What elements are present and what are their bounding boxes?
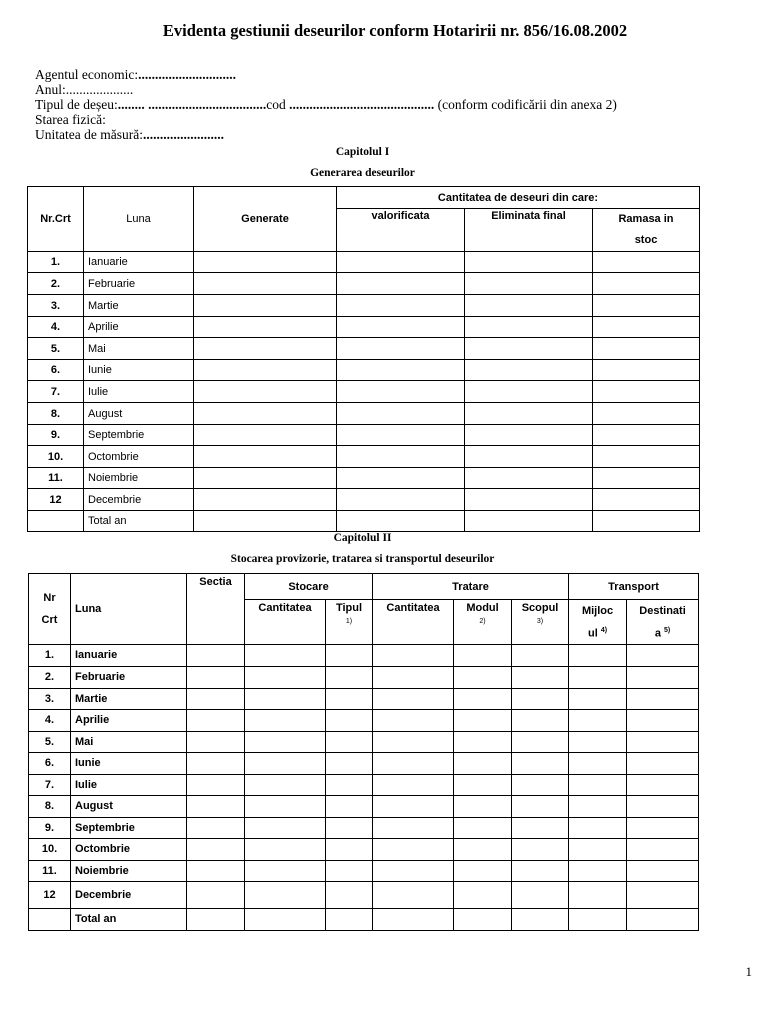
tratare-scopul-cell[interactable]: [512, 752, 569, 774]
row-number: 11.: [29, 860, 71, 881]
stocare-cantitatea-cell[interactable]: [245, 688, 326, 709]
row-number: 8.: [29, 795, 71, 817]
row-month: Mai: [71, 731, 187, 752]
row-month: Martie: [84, 295, 194, 317]
stocare-cantitatea-cell[interactable]: [245, 752, 326, 774]
row-number: 10.: [28, 446, 84, 468]
row-month: Aprilie: [84, 317, 194, 338]
table-row: [28, 425, 700, 446]
chapter2-title: Capitolul II: [333, 532, 392, 544]
generate-cell[interactable]: [194, 338, 337, 360]
sectia-cell[interactable]: [187, 709, 245, 731]
row-month: Aprilie: [71, 709, 187, 731]
eliminata-cell[interactable]: [465, 295, 593, 317]
eliminata-cell[interactable]: [465, 338, 593, 360]
page-title: Evidenta gestiunii deseurilor conform Hotaririi nr. 856/16.08.2002: [162, 21, 628, 40]
table-row: [29, 838, 699, 860]
stocare-tipul-cell[interactable]: [326, 860, 373, 881]
col-header-generate: Generate: [194, 187, 337, 252]
stocare-tipul-cell[interactable]: [326, 644, 373, 666]
transport-mijlocul-cell[interactable]: [569, 666, 627, 688]
stocare-tipul-cell[interactable]: [326, 817, 373, 838]
generate-cell[interactable]: [194, 252, 337, 273]
ramasa-cell[interactable]: [593, 360, 700, 381]
stocare-cantitatea-cell[interactable]: [245, 709, 326, 731]
row-month: Ianuarie: [84, 252, 194, 273]
tratare-scopul-cell[interactable]: [512, 908, 569, 930]
ramasa-cell[interactable]: [593, 403, 700, 425]
ramasa-cell[interactable]: [593, 425, 700, 446]
row-month: Iunie: [84, 360, 194, 381]
row-number: 3.: [28, 295, 84, 317]
tratare-cantitatea-cell[interactable]: [373, 752, 454, 774]
table-row: [28, 381, 700, 403]
ramasa-cell[interactable]: [593, 381, 700, 403]
row-number: [28, 511, 84, 532]
row-month: Septembrie: [71, 817, 187, 838]
row-number: 12: [29, 881, 71, 908]
col-header-luna: Luna: [71, 574, 187, 645]
col-header-transport: Transport: [569, 574, 699, 600]
stocare-cantitatea-cell[interactable]: [245, 817, 326, 838]
generate-cell[interactable]: [194, 273, 337, 295]
sectia-cell[interactable]: [187, 644, 245, 666]
table-row: [28, 295, 700, 317]
valorificata-cell[interactable]: [337, 360, 465, 381]
col-header-stocare: Stocare: [245, 574, 373, 600]
ramasa-cell[interactable]: [593, 273, 700, 295]
tratare-modul-cell[interactable]: [454, 908, 512, 930]
row-number: 9.: [28, 425, 84, 446]
sectia-cell[interactable]: [187, 752, 245, 774]
transport-mijlocul-cell[interactable]: [569, 817, 627, 838]
tratare-cantitatea-cell[interactable]: [373, 795, 454, 817]
tratare-modul-cell[interactable]: [454, 817, 512, 838]
valorificata-cell[interactable]: [337, 381, 465, 403]
tratare-modul-cell[interactable]: [454, 688, 512, 709]
eliminata-cell[interactable]: [465, 489, 593, 511]
row-number: 2.: [29, 666, 71, 688]
row-number: 5.: [29, 731, 71, 752]
eliminata-cell[interactable]: [465, 403, 593, 425]
tratare-modul-cell[interactable]: [454, 838, 512, 860]
transport-mijlocul-cell[interactable]: [569, 644, 627, 666]
document-header: [35, 67, 617, 142]
transport-mijlocul-cell[interactable]: [569, 881, 627, 908]
stocare-cantitatea-cell[interactable]: [245, 860, 326, 881]
table-row: [29, 860, 699, 881]
row-month: Noiembrie: [84, 468, 194, 489]
tratare-scopul-cell[interactable]: [512, 644, 569, 666]
eliminata-cell[interactable]: [465, 511, 593, 532]
tratare-scopul-cell[interactable]: [512, 795, 569, 817]
tratare-cantitatea-cell[interactable]: [373, 666, 454, 688]
ramasa-cell[interactable]: [593, 295, 700, 317]
row-month: Septembrie: [84, 425, 194, 446]
table-row: [28, 360, 700, 381]
transport-destinatia-cell[interactable]: [627, 817, 699, 838]
tratare-cantitatea-cell[interactable]: [373, 709, 454, 731]
col-header-eliminata: Eliminata final: [465, 209, 593, 252]
row-number: 7.: [29, 774, 71, 795]
row-month: Total an: [84, 511, 194, 532]
transport-mijlocul-cell[interactable]: [569, 795, 627, 817]
ramasa-cell[interactable]: [593, 338, 700, 360]
row-number: 7.: [28, 381, 84, 403]
valorificata-cell[interactable]: [337, 273, 465, 295]
sectia-cell[interactable]: [187, 881, 245, 908]
sectia-cell[interactable]: [187, 731, 245, 752]
transport-destinatia-cell[interactable]: [627, 731, 699, 752]
storage-treatment-transport-table: [28, 573, 699, 931]
transport-destinatia-cell[interactable]: [627, 709, 699, 731]
table-row: [28, 252, 700, 273]
tratare-modul-cell[interactable]: [454, 709, 512, 731]
row-month: Octombrie: [71, 838, 187, 860]
table-row: [29, 752, 699, 774]
col-header-nr-crt: Nr Crt: [29, 574, 71, 645]
ramasa-cell[interactable]: [593, 446, 700, 468]
eliminata-cell[interactable]: [465, 381, 593, 403]
ramasa-cell[interactable]: [593, 468, 700, 489]
col-header-tratare-cantitatea: Cantitatea: [373, 600, 454, 645]
table-row: [28, 403, 700, 425]
tratare-scopul-cell[interactable]: [512, 838, 569, 860]
col-header-valorificata: valorificata: [337, 209, 465, 252]
physical-state-line: Starea fizică:: [35, 112, 106, 127]
waste-type-line: Tipul de deșeu:........ ...................................cod ........................................... (conform codificării din anexa 2): [35, 97, 617, 112]
table-row: [29, 817, 699, 838]
eliminata-cell[interactable]: [465, 425, 593, 446]
row-month: Martie: [71, 688, 187, 709]
page-number: 1: [745, 964, 752, 979]
valorificata-cell[interactable]: [337, 489, 465, 511]
eliminata-cell[interactable]: [465, 468, 593, 489]
valorificata-cell[interactable]: [337, 403, 465, 425]
row-number: 11.: [28, 468, 84, 489]
row-number: 6.: [28, 360, 84, 381]
row-number: [29, 908, 71, 930]
sectia-cell[interactable]: [187, 860, 245, 881]
table-row: [29, 644, 699, 666]
tratare-scopul-cell[interactable]: [512, 817, 569, 838]
transport-mijlocul-cell[interactable]: [569, 752, 627, 774]
tratare-cantitatea-cell[interactable]: [373, 860, 454, 881]
col-header-stocare-tipul: Tipul 1): [326, 600, 373, 645]
col-header-transport-destinatia: Destinati a $^{5)}$: [627, 600, 699, 645]
tratare-cantitatea-cell[interactable]: [373, 644, 454, 666]
row-number: 4.: [29, 709, 71, 731]
tratare-modul-cell[interactable]: [454, 731, 512, 752]
valorificata-cell[interactable]: [337, 511, 465, 532]
generate-cell[interactable]: [194, 489, 337, 511]
col-header-luna: Luna: [84, 187, 194, 252]
eliminata-cell[interactable]: [465, 317, 593, 338]
transport-destinatia-cell[interactable]: [627, 774, 699, 795]
sectia-cell[interactable]: [187, 774, 245, 795]
stocare-tipul-cell[interactable]: [326, 709, 373, 731]
ramasa-cell[interactable]: [593, 252, 700, 273]
table-row: [29, 731, 699, 752]
tratare-cantitatea-cell[interactable]: [373, 688, 454, 709]
transport-mijlocul-cell[interactable]: [569, 688, 627, 709]
col-header-transport-mijlocul: Mijloc ul $^{4)}$: [569, 600, 627, 645]
valorificata-cell[interactable]: [337, 338, 465, 360]
transport-destinatia-cell[interactable]: [627, 795, 699, 817]
row-month: August: [84, 403, 194, 425]
ramasa-cell[interactable]: [593, 489, 700, 511]
row-number: 12: [28, 489, 84, 511]
generate-cell[interactable]: [194, 425, 337, 446]
transport-mijlocul-cell[interactable]: [569, 774, 627, 795]
row-number: 1.: [29, 644, 71, 666]
tratare-scopul-cell[interactable]: [512, 666, 569, 688]
row-number: 6.: [29, 752, 71, 774]
sectia-cell[interactable]: [187, 908, 245, 930]
generate-cell[interactable]: [194, 381, 337, 403]
ramasa-cell[interactable]: [593, 317, 700, 338]
stocare-cantitatea-cell[interactable]: [245, 908, 326, 930]
stocare-cantitatea-cell[interactable]: [245, 666, 326, 688]
generate-cell[interactable]: [194, 295, 337, 317]
tratare-cantitatea-cell[interactable]: [373, 838, 454, 860]
stocare-tipul-cell[interactable]: [326, 774, 373, 795]
transport-destinatia-cell[interactable]: [627, 860, 699, 881]
row-number: 4.: [28, 317, 84, 338]
sectia-cell[interactable]: [187, 838, 245, 860]
row-month: Octombrie: [84, 446, 194, 468]
table-row: [28, 273, 700, 295]
tratare-scopul-cell[interactable]: [512, 860, 569, 881]
chapter1-title: Capitolul I: [335, 146, 390, 158]
stocare-cantitatea-cell[interactable]: [245, 838, 326, 860]
table-row: [29, 795, 699, 817]
stocare-cantitatea-cell[interactable]: [245, 644, 326, 666]
year-line: Anul:....................: [35, 82, 134, 97]
row-number: 8.: [28, 403, 84, 425]
ramasa-cell[interactable]: [593, 511, 700, 532]
transport-mijlocul-cell[interactable]: [569, 838, 627, 860]
tratare-modul-cell[interactable]: [454, 860, 512, 881]
row-month: Iunie: [71, 752, 187, 774]
stocare-tipul-cell[interactable]: [326, 838, 373, 860]
transport-destinatia-cell[interactable]: [627, 881, 699, 908]
stocare-tipul-cell[interactable]: [326, 688, 373, 709]
row-number: 9.: [29, 817, 71, 838]
col-header-tratare-modul: Modul 2): [454, 600, 512, 645]
row-month: August: [71, 795, 187, 817]
row-month: Noiembrie: [71, 860, 187, 881]
tratare-modul-cell[interactable]: [454, 795, 512, 817]
row-month: Ianuarie: [71, 644, 187, 666]
valorificata-cell[interactable]: [337, 295, 465, 317]
tratare-cantitatea-cell[interactable]: [373, 731, 454, 752]
sectia-cell[interactable]: [187, 666, 245, 688]
stocare-cantitatea-cell[interactable]: [245, 774, 326, 795]
stocare-cantitatea-cell[interactable]: [245, 731, 326, 752]
table-row: [28, 489, 700, 511]
agent-line: Agentul economic:.............................: [35, 67, 236, 82]
stocare-tipul-cell[interactable]: [326, 752, 373, 774]
tratare-modul-cell[interactable]: [454, 774, 512, 795]
tratare-scopul-cell[interactable]: [512, 688, 569, 709]
transport-destinatia-cell[interactable]: [627, 908, 699, 930]
row-month: Februarie: [71, 666, 187, 688]
unit-line: Unitatea de măsură:........................: [35, 127, 224, 142]
generate-cell[interactable]: [194, 511, 337, 532]
tratare-modul-cell[interactable]: [454, 881, 512, 908]
stocare-cantitatea-cell[interactable]: [245, 881, 326, 908]
stocare-tipul-cell[interactable]: [326, 731, 373, 752]
stocare-cantitatea-cell[interactable]: [245, 795, 326, 817]
table-row: [28, 446, 700, 468]
transport-destinatia-cell[interactable]: [627, 838, 699, 860]
tratare-cantitatea-cell[interactable]: [373, 908, 454, 930]
transport-destinatia-cell[interactable]: [627, 644, 699, 666]
stocare-tipul-cell[interactable]: [326, 666, 373, 688]
tratare-scopul-cell[interactable]: [512, 774, 569, 795]
col-header-tratare: Tratare: [373, 574, 569, 600]
sectia-cell[interactable]: [187, 795, 245, 817]
table-row: [29, 666, 699, 688]
row-month: Mai: [84, 338, 194, 360]
transport-mijlocul-cell[interactable]: [569, 709, 627, 731]
row-month: Februarie: [84, 273, 194, 295]
valorificata-cell[interactable]: [337, 252, 465, 273]
table-row: [29, 688, 699, 709]
row-month: Decembrie: [71, 881, 187, 908]
tratare-cantitatea-cell[interactable]: [373, 817, 454, 838]
table-row: [28, 338, 700, 360]
tratare-modul-cell[interactable]: [454, 752, 512, 774]
transport-destinatia-cell[interactable]: [627, 688, 699, 709]
table-row: [28, 511, 700, 532]
generate-cell[interactable]: [194, 446, 337, 468]
transport-destinatia-cell[interactable]: [627, 752, 699, 774]
valorificata-cell[interactable]: [337, 317, 465, 338]
col-header-stocare-cantitatea: Cantitatea: [245, 600, 326, 645]
row-month: Iulie: [84, 381, 194, 403]
tratare-cantitatea-cell[interactable]: [373, 881, 454, 908]
valorificata-cell[interactable]: [337, 425, 465, 446]
col-header-tratare-scopul: Scopul 3): [512, 600, 569, 645]
valorificata-cell[interactable]: [337, 468, 465, 489]
tratare-modul-cell[interactable]: [454, 644, 512, 666]
tratare-scopul-cell[interactable]: [512, 881, 569, 908]
eliminata-cell[interactable]: [465, 360, 593, 381]
transport-mijlocul-cell[interactable]: [569, 860, 627, 881]
row-number: 2.: [28, 273, 84, 295]
tratare-scopul-cell[interactable]: [512, 731, 569, 752]
tratare-modul-cell[interactable]: [454, 666, 512, 688]
row-month: Total an: [71, 908, 187, 930]
table-row: [29, 881, 699, 908]
sectia-cell[interactable]: [187, 688, 245, 709]
row-number: 1.: [28, 252, 84, 273]
table-row: [29, 774, 699, 795]
stocare-tipul-cell[interactable]: [326, 795, 373, 817]
generate-cell[interactable]: [194, 468, 337, 489]
col-header-quantity-group: Cantitatea de deseuri din care:: [337, 187, 700, 209]
sectia-cell[interactable]: [187, 817, 245, 838]
row-number: 3.: [29, 688, 71, 709]
table-row: [28, 317, 700, 338]
table-row: [29, 908, 699, 930]
eliminata-cell[interactable]: [465, 273, 593, 295]
transport-destinatia-cell[interactable]: [627, 666, 699, 688]
stocare-tipul-cell[interactable]: [326, 881, 373, 908]
table-row: [29, 709, 699, 731]
generate-cell[interactable]: [194, 403, 337, 425]
chapter2-subtitle: Stocarea provizorie, tratarea si transportul deseurilor: [230, 553, 495, 565]
tratare-scopul-cell[interactable]: [512, 709, 569, 731]
valorificata-cell[interactable]: [337, 446, 465, 468]
tratare-cantitatea-cell[interactable]: [373, 774, 454, 795]
eliminata-cell[interactable]: [465, 446, 593, 468]
generate-cell[interactable]: [194, 317, 337, 338]
generation-table: [27, 186, 700, 532]
col-header-sectia: Sectia: [187, 574, 245, 645]
row-number: 10.: [29, 838, 71, 860]
generate-cell[interactable]: [194, 360, 337, 381]
chapter1-subtitle: Generarea deseurilor: [310, 167, 415, 179]
row-month: Decembrie: [84, 489, 194, 511]
table-row: [28, 468, 700, 489]
row-number: 5.: [28, 338, 84, 360]
col-header-nr: Nr.Crt: [28, 187, 84, 252]
transport-mijlocul-cell[interactable]: [569, 731, 627, 752]
eliminata-cell[interactable]: [465, 252, 593, 273]
col-header-ramasa: Ramasa in stoc: [593, 209, 700, 252]
row-month: Iulie: [71, 774, 187, 795]
stocare-tipul-cell[interactable]: [326, 908, 373, 930]
transport-mijlocul-cell[interactable]: [569, 908, 627, 930]
